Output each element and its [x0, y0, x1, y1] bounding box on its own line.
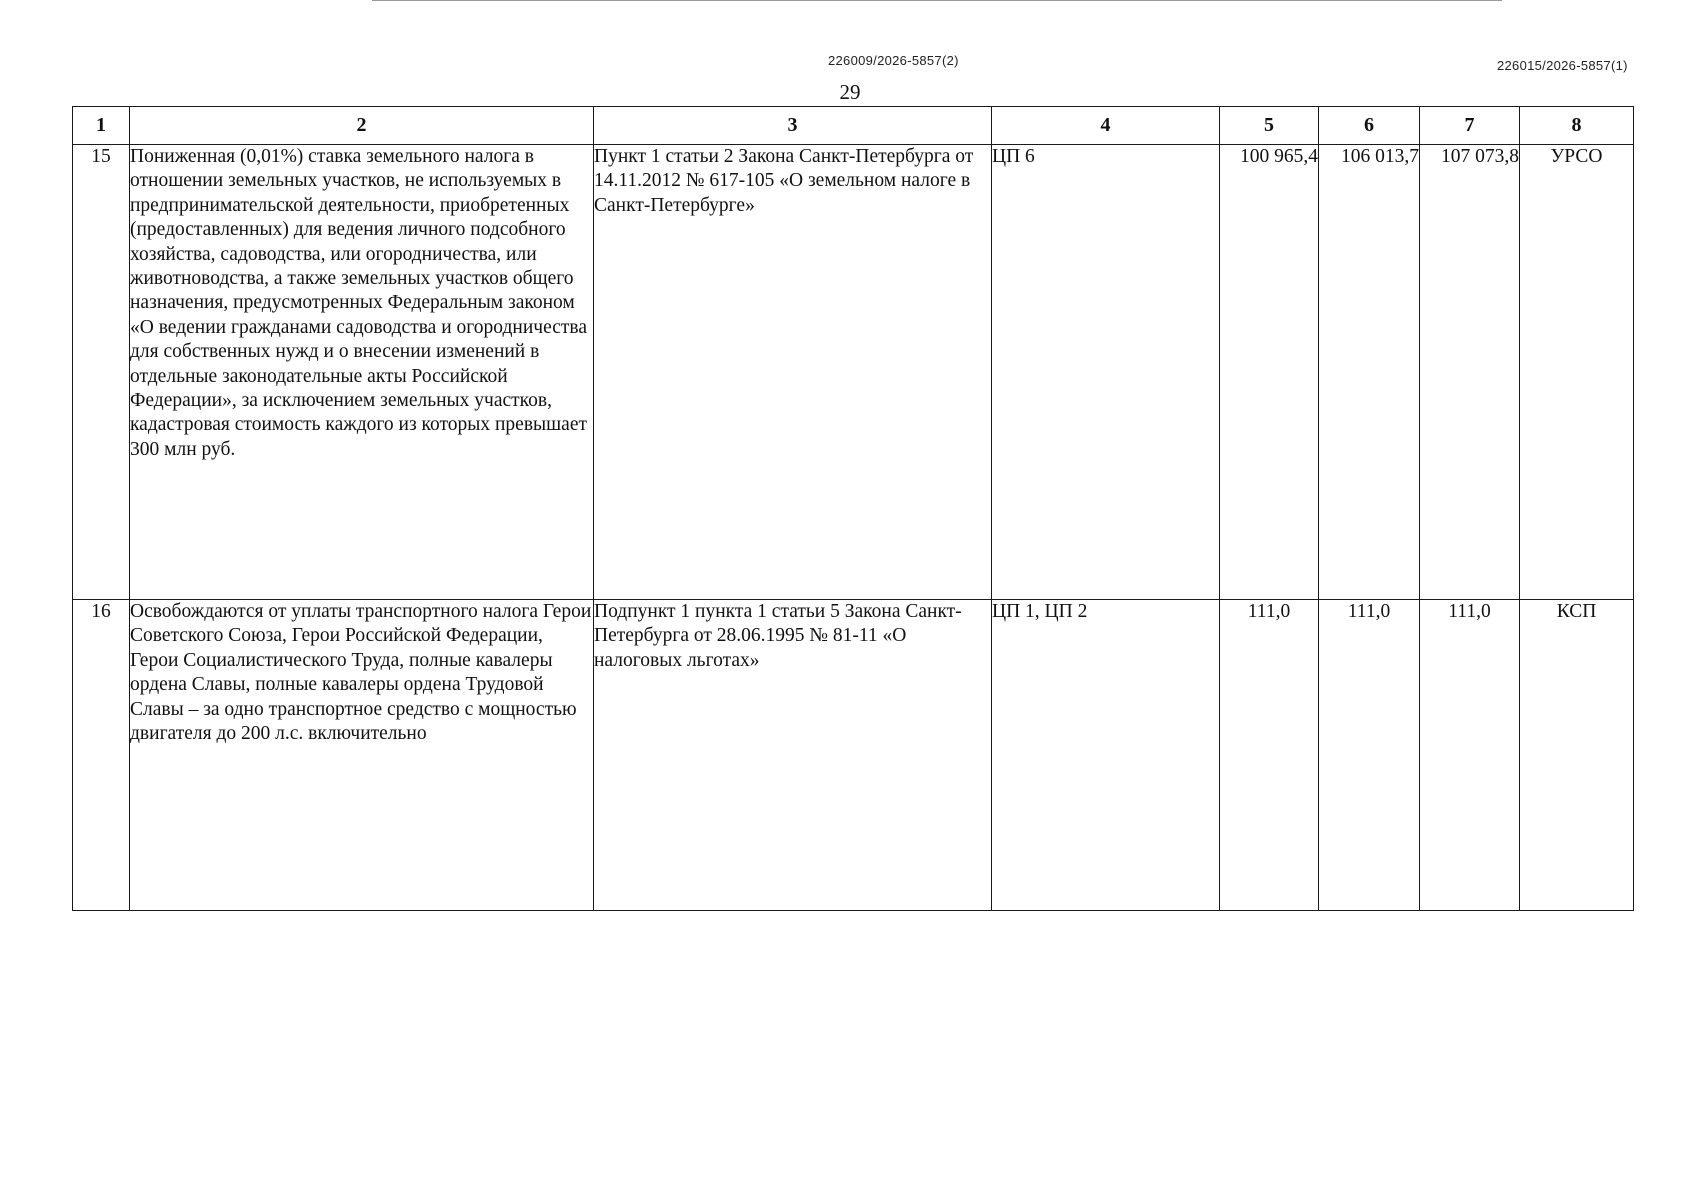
column-header: 6	[1319, 107, 1420, 145]
registration-stamp-left: 226009/2026-5857(2)	[828, 53, 959, 68]
legal-basis: Пункт 1 статьи 2 Закона Санкт-Петербурга от 14.11.2012 № 617-105 «О земельном налоге в Санкт-Петербурге»	[594, 145, 992, 600]
column-header: 1	[73, 107, 130, 145]
row-number: 15	[73, 145, 130, 600]
column-header: 2	[130, 107, 594, 145]
column-header: 7	[1420, 107, 1520, 145]
top-scan-rule	[372, 0, 1502, 1]
row-number: 16	[73, 600, 130, 911]
benefit-description: Пониженная (0,01%) ставка земельного налога в отношении земельных участков, не используемых в предпринимательской деятельности, приобретенных (предоставленных) для ведения личного подсобного хозяйства, садоводства, или огородничества, или животноводства, а также земельных участков общего назначения, предусмотренных Федеральным законом «О ведении гражданами садоводства и огородничества для собственных нужд и о внесении изменений в отдельные законодательные акты Российской Федерации», за исключением земельных участков, кадастровая стоимость каждого из которых превышает 300 млн руб.	[130, 145, 594, 600]
column-header: 5	[1220, 107, 1319, 145]
table-header-row	[73, 107, 1634, 145]
value-column-6: 106 013,7	[1319, 145, 1420, 600]
page-number: 29	[839, 80, 861, 104]
responsible-agency: УРСО	[1520, 145, 1634, 600]
column-header: 8	[1520, 107, 1634, 145]
value-column-7: 111,0	[1420, 600, 1520, 911]
target-programs: ЦП 6	[992, 145, 1220, 600]
table-row	[73, 600, 1634, 911]
legal-basis: Подпункт 1 пункта 1 статьи 5 Закона Санкт-Петербурга от 28.06.1995 № 81-11 «О налоговых льготах»	[594, 600, 992, 911]
table-row	[73, 145, 1634, 600]
value-column-5: 100 965,4	[1220, 145, 1319, 600]
benefit-description: Освобождаются от уплаты транспортного налога Герои Советского Союза, Герои Российской Федерации, Герои Социалистического Труда, полные кавалеры ордена Славы, полные кавалеры ордена Трудовой Славы – за одно транспортное средство с мощностью двигателя до 200 л.с. включительно	[130, 600, 594, 911]
target-programs: ЦП 1, ЦП 2	[992, 600, 1220, 911]
column-header: 4	[992, 107, 1220, 145]
tax-benefits-table	[72, 106, 1634, 911]
registration-stamp-right: 226015/2026-5857(1)	[1497, 58, 1628, 73]
responsible-agency: КСП	[1520, 600, 1634, 911]
column-header: 3	[594, 107, 992, 145]
value-column-5: 111,0	[1220, 600, 1319, 911]
value-column-7: 107 073,8	[1420, 145, 1520, 600]
value-column-6: 111,0	[1319, 600, 1420, 911]
